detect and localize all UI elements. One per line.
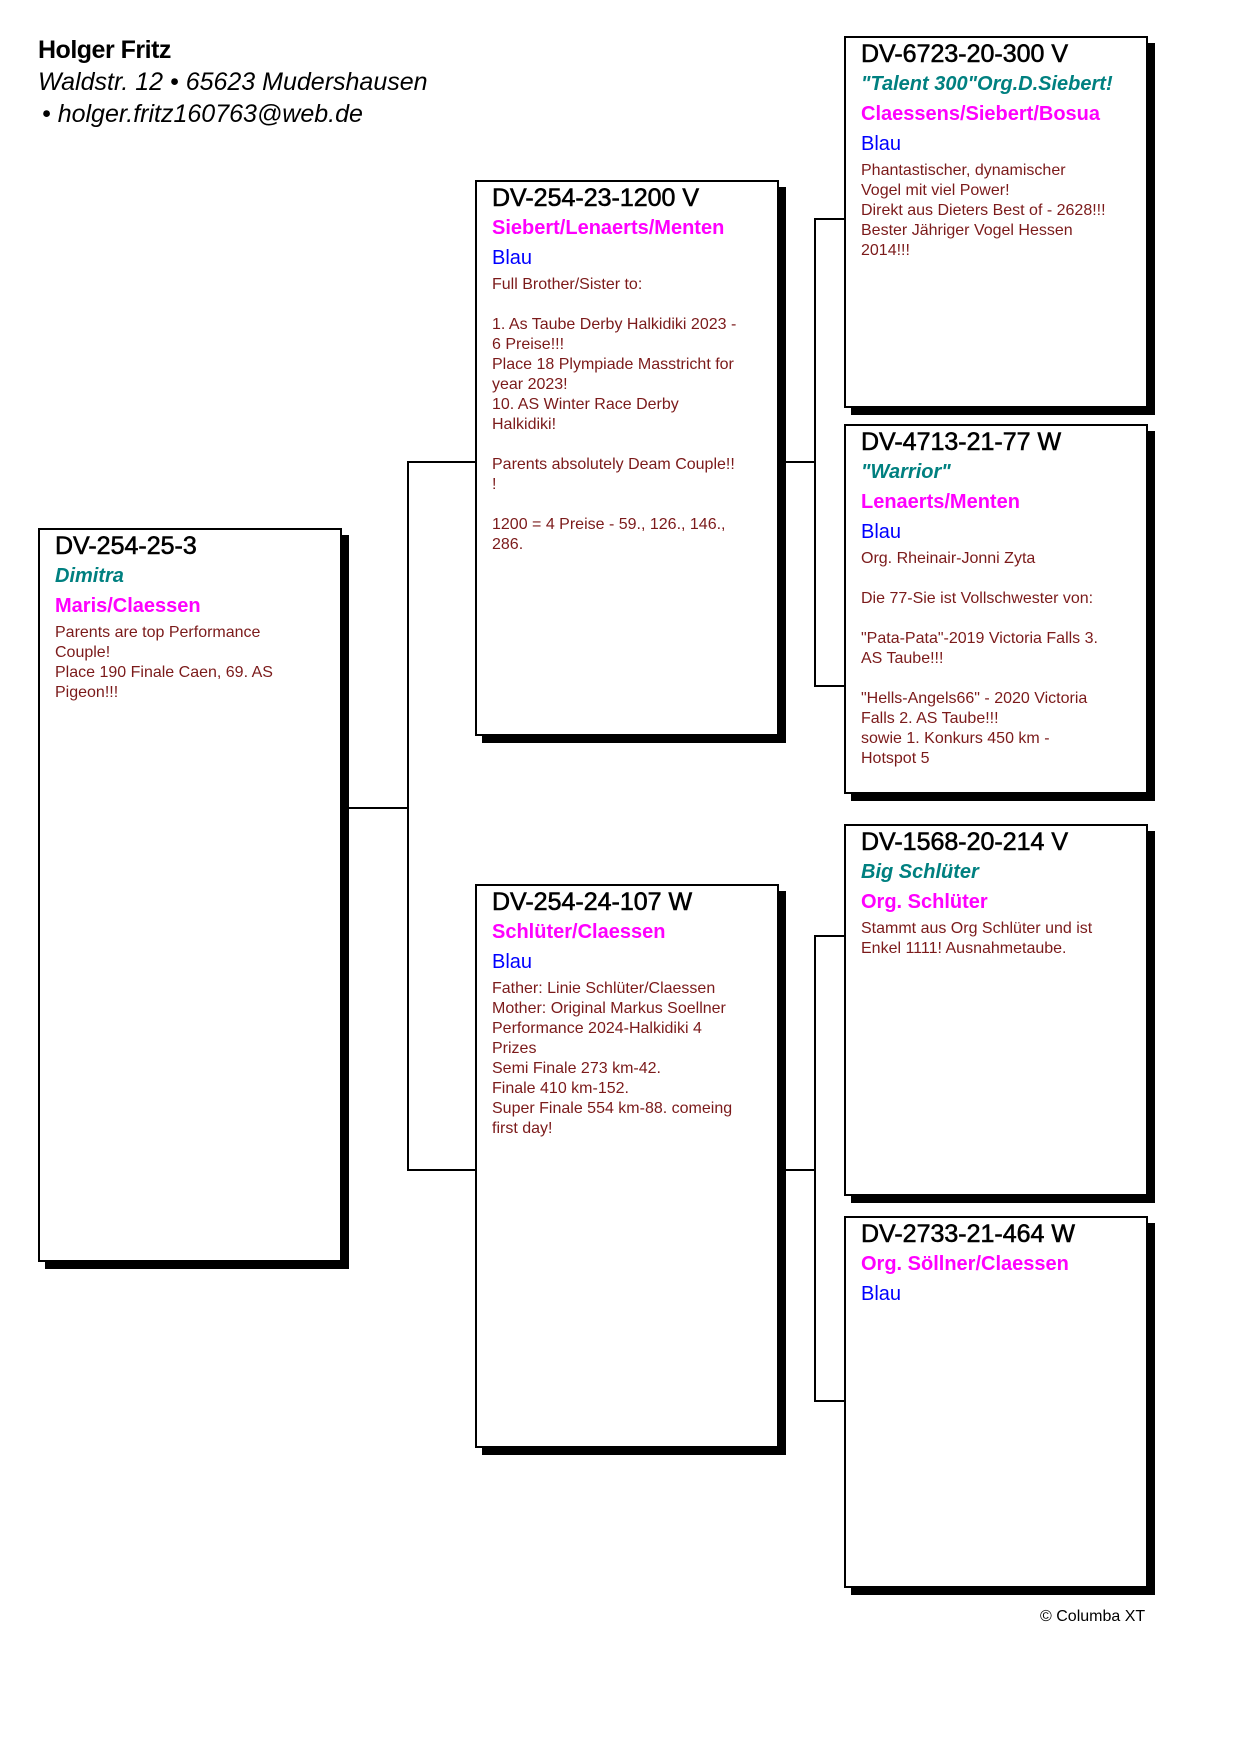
pigeon-name: Big Schlüter: [861, 861, 979, 883]
pigeon-card-father: [475, 180, 779, 736]
connector-line: [782, 461, 816, 463]
ring-number: DV-254-25-3: [55, 532, 197, 560]
connector-line: [814, 1400, 844, 1402]
pigeon-notes: Org. Rheinair-Jonni Zyta Die 77-Sie ist Vollschwester von: "Pata-Pata"-2019 Victoria Falls 3. AS Taube!!! "Hells-Angels66" - 2020 Victoria Falls 2. AS Taube!!! sowie 1. Konkurs 450 km - Hotspot 5: [861, 550, 1098, 767]
breeder: Schlüter/Claessen: [492, 921, 666, 943]
breeder: Lenaerts/Menten: [861, 491, 1020, 513]
owner-name: Holger Fritz: [38, 36, 171, 64]
breeder: Org. Söllner/Claessen: [861, 1253, 1069, 1275]
breeder: Org. Schlüter: [861, 891, 988, 913]
pigeon-color: Blau: [861, 133, 902, 155]
pigeon-card-father-father: [844, 36, 1148, 408]
pigeon-card-mother: [475, 884, 779, 1448]
ring-number: DV-254-24-107 W: [492, 888, 693, 916]
pigeon-color: Blau: [492, 247, 533, 269]
pigeon-card-father-mother: [844, 424, 1148, 794]
pigeon-notes: Father: Linie Schlüter/Claessen Mother: Original Markus Soellner Performance 2024-Halkidiki 4 Prizes Semi Finale 273 km-42. Finale 410 km-152. Super Finale 554 km-88. comeing first day!: [492, 980, 733, 1137]
connector-line: [348, 807, 409, 809]
connector-line: [782, 1169, 816, 1171]
pigeon-name: Dimitra: [55, 565, 124, 587]
pigeon-color: Blau: [861, 521, 902, 543]
pigeon-name: "Talent 300"Org.D.Siebert!: [861, 73, 1113, 95]
connector-line: [814, 218, 844, 220]
ring-number: DV-4713-21-77 W: [861, 428, 1062, 456]
connector-line: [407, 461, 475, 463]
breeder: Maris/Claessen: [55, 595, 201, 617]
pigeon-color: Blau: [861, 1283, 902, 1305]
breeder: Claessens/Siebert/Bosua: [861, 103, 1100, 125]
connector-line: [814, 935, 844, 937]
pigeon-name: "Warrior": [861, 461, 951, 483]
connector-line: [407, 461, 409, 1171]
connector-line: [814, 935, 816, 1402]
connector-line: [407, 1169, 475, 1171]
pigeon-card-mother-mother: [844, 1216, 1148, 1588]
pigeon-notes: Parents are top Performance Couple! Place 190 Finale Caen, 69. AS Pigeon!!!: [55, 624, 273, 701]
ring-number: DV-1568-20-214 V: [861, 828, 1069, 856]
pigeon-card-subject: [38, 528, 342, 1262]
pigeon-notes: Stammt aus Org Schlüter und ist Enkel 1111! Ausnahmetaube.: [861, 920, 1093, 957]
ring-number: DV-2733-21-464 W: [861, 1220, 1076, 1248]
copyright-notice: © Columba XT: [1040, 1608, 1146, 1625]
breeder: Siebert/Lenaerts/Menten: [492, 217, 725, 239]
pigeon-card-mother-father: [844, 824, 1148, 1196]
ring-number: DV-6723-20-300 V: [861, 40, 1069, 68]
connector-line: [814, 218, 816, 687]
connector-line: [814, 685, 844, 687]
ring-number: DV-254-23-1200 V: [492, 184, 700, 212]
pigeon-color: Blau: [492, 951, 533, 973]
owner-email: • holger.fritz160763@web.de: [42, 100, 363, 128]
pigeon-notes: Phantastischer, dynamischer Vogel mit viel Power! Direkt aus Dieters Best of - 2628!!! Bester Jähriger Vogel Hessen 2014!!!: [861, 162, 1106, 259]
owner-address: Waldstr. 12 • 65623 Mudershausen: [38, 68, 428, 96]
pigeon-notes: Full Brother/Sister to: 1. As Taube Derby Halkidiki 2023 - 6 Preise!!! Place 18 Plympiade Masstricht for year 2023! 10. AS Winter Race Derby Halkidiki! Parents absolutely Deam Couple!! ! 1200 = 4 Preise - 59., 126., 146., 286.: [492, 276, 737, 553]
